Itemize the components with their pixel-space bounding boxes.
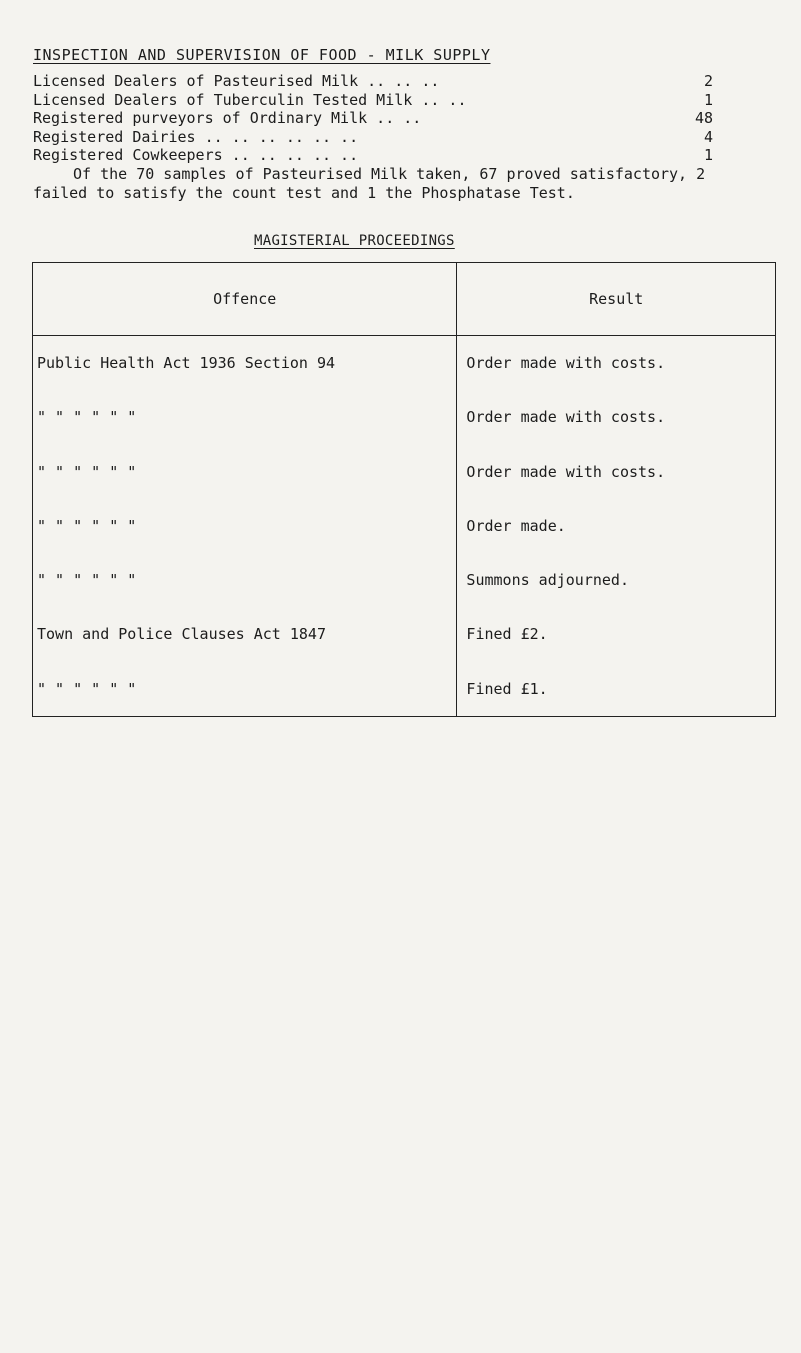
registration-row <box>33 128 713 147</box>
offence-cell: " " " " " " <box>33 445 457 499</box>
registration-label: Licensed Dealers of Tuberculin Tested Milk .. .. <box>33 90 467 109</box>
registration-row <box>33 146 713 165</box>
page-heading: INSPECTION AND SUPERVISION OF FOOD - MILK SUPPLY <box>33 46 491 64</box>
registration-label: Licensed Dealers of Pasteurised Milk .. .. .. <box>33 72 440 90</box>
table-row <box>33 499 776 553</box>
offence-cell: " " " " " " <box>33 390 457 444</box>
table-row <box>33 336 776 391</box>
table-row <box>33 607 776 661</box>
result-cell: Order made with costs. <box>457 445 776 499</box>
registration-count: 1 <box>703 90 713 109</box>
registration-label: Registered Cowkeepers .. .. .. .. .. <box>33 146 359 164</box>
registration-count: 4 <box>703 127 713 146</box>
result-cell: Order made. <box>457 499 776 553</box>
registration-count: 1 <box>703 146 713 164</box>
registration-label: Registered purveyors of Ordinary Milk .. .. <box>33 109 422 127</box>
table-row <box>33 662 776 717</box>
registration-row <box>33 72 713 91</box>
table-row <box>33 445 776 499</box>
samples-summary <box>33 165 713 202</box>
result-cell: Fined £1. <box>457 662 776 717</box>
registration-count: 48 <box>694 109 713 127</box>
proceedings-heading: MAGISTERIAL PROCEEDINGS <box>254 233 455 249</box>
result-header: Result <box>457 263 776 336</box>
table-header-row <box>33 263 776 336</box>
result-cell: Summons adjourned. <box>457 553 776 607</box>
result-cell: Order made with costs. <box>457 390 776 444</box>
summary-paragraph: Of the 70 samples of Pasteurised Milk taken, 67 proved satisfactory, 2 failed to satisfy the count test and 1 the Phosphatase Test. <box>33 165 706 202</box>
table-row <box>33 390 776 444</box>
offence-cell: " " " " " " <box>33 553 457 607</box>
offence-header: Offence <box>33 263 457 336</box>
table-row <box>33 553 776 607</box>
registration-row <box>33 109 713 128</box>
registration-row <box>33 91 713 110</box>
offence-cell: Town and Police Clauses Act 1847 <box>33 607 457 661</box>
offence-cell: Public Health Act 1936 Section 94 <box>33 336 457 391</box>
result-cell: Order made with costs. <box>457 336 776 391</box>
registration-list <box>33 72 713 165</box>
offence-cell: " " " " " " <box>33 499 457 553</box>
proceedings-table <box>32 262 776 717</box>
offence-cell: " " " " " " <box>33 662 457 717</box>
result-cell: Fined £2. <box>457 607 776 661</box>
registration-count: 2 <box>703 72 713 90</box>
registration-label: Registered Dairies .. .. .. .. .. .. <box>33 127 359 146</box>
